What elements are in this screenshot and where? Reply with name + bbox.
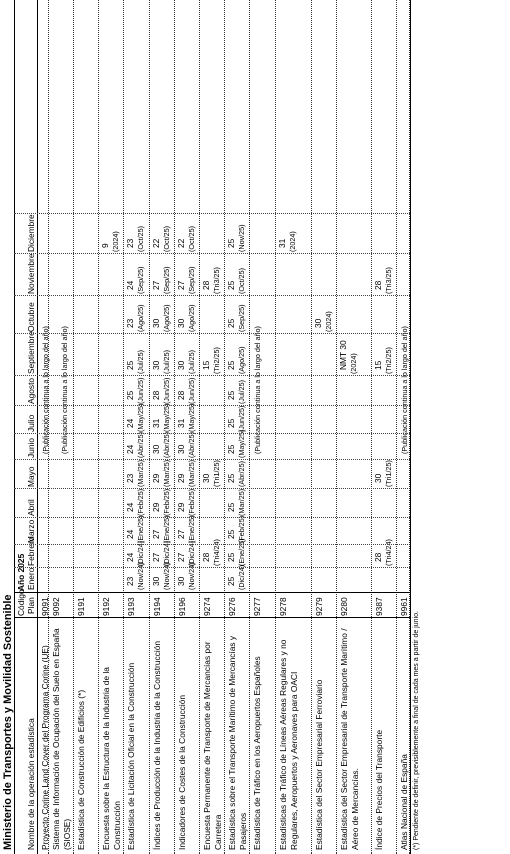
cell-period: (Ago/25) (162, 304, 171, 332)
cell-period: (Oct/25) (162, 226, 171, 252)
cell-period: (Oct/25) (136, 226, 145, 252)
row-code: 9192 (101, 597, 111, 616)
row-name: Proyecto Corine Land Cover del Programa Corine (UE) (40, 645, 50, 850)
row-divider (396, 0, 397, 854)
cell-period: (Nov/24) (187, 562, 196, 590)
cell-period: (Jun/25) (237, 405, 246, 432)
month-header: Marzo (26, 519, 36, 543)
cell-day: 23 (125, 318, 135, 328)
cell-period: (Abr/25) (162, 432, 171, 458)
header-name-col: Nombre de la operación estadística (26, 718, 36, 850)
cell-period: (Nov/24) (136, 562, 145, 590)
cell-period: (2024) (324, 311, 333, 332)
cell-day: 24 (125, 502, 135, 512)
row-name: Estadística de Licitación Oficial en la Construcción (126, 662, 136, 850)
month-header: Octubre (26, 302, 36, 332)
cell-day: 24 (125, 444, 135, 454)
row-divider (336, 0, 337, 854)
row-span-note: (Publicación continua a lo largo del año) (253, 326, 262, 454)
cell-period: (Feb/25) (136, 488, 145, 516)
cell-day: 30 (151, 576, 161, 586)
cell-day: 25 (226, 418, 236, 428)
row-divider (48, 0, 49, 854)
cell-period: (Feb/25) (237, 515, 246, 543)
rule-line (14, 0, 15, 854)
row-divider (275, 0, 276, 854)
row-code: 9280 (339, 597, 349, 616)
row-name: Encuesta Permanente de Transporte de Mercancías por Carretera (202, 641, 223, 850)
cell-period: (Dic/24) (187, 540, 196, 566)
cell-period: (May/25) (187, 403, 196, 432)
cell-period: (2024) (288, 231, 297, 252)
cell-day: 25 (226, 473, 236, 483)
row-name: Estadística de Construcción de Edificios (*) (76, 689, 86, 850)
cell-day: 27 (176, 280, 186, 290)
cell-day: 24 (125, 418, 135, 428)
row-name: Sistema de Información de Ocupación del Suelo en España (SIOSE) (51, 628, 72, 850)
cell-period: (Abr/25) (237, 461, 246, 487)
row-code: 9387 (374, 597, 384, 616)
cell-day: 23 (125, 473, 135, 483)
cell-day: 30 (176, 444, 186, 454)
row-code: 9092 (51, 597, 61, 616)
rule-line (37, 0, 38, 854)
row-code: 9278 (278, 597, 288, 616)
cell-day: 27 (176, 552, 186, 562)
column-divider (14, 375, 410, 376)
cell-day: 28 (201, 552, 211, 562)
cell-day: 30 (201, 473, 211, 483)
row-code: 9277 (252, 597, 262, 616)
cell-day: 28 (373, 552, 383, 562)
cell-period: (Tri3/25) (212, 267, 221, 294)
header-plan: Plan (26, 597, 36, 614)
cell-day: 25 (226, 529, 236, 539)
cell-day: 24 (125, 529, 135, 539)
cell-period: (2024) (111, 231, 120, 252)
cell-period: (Dic/24) (136, 540, 145, 566)
cell-day: 25 (226, 502, 236, 512)
cell-day: 28 (176, 390, 186, 400)
cell-period: (Tri4/24) (384, 539, 393, 566)
row-span-note: (Publicación continua a lo largo del año) (41, 326, 50, 454)
row-name: Estadística sobre el Transporte Marítimo de Mercancías y Pasajeros (227, 635, 248, 850)
row-code: 9091 (40, 597, 50, 616)
column-divider (14, 544, 410, 545)
cell-day: 15 (201, 360, 211, 370)
column-divider (14, 459, 410, 460)
cell-period: (Feb/25) (162, 488, 171, 516)
row-code: 9279 (314, 597, 324, 616)
cell-period: (Jun/25) (162, 377, 171, 404)
cell-period: (2024) (349, 353, 358, 374)
cell-period: (Sep/25) (162, 266, 171, 294)
row-name: Encuesta sobre la Estructura de la Industria de la Construcción (101, 667, 122, 850)
header-year: Año 2025 (16, 553, 26, 591)
cell-period: (Tri2/25) (212, 347, 221, 374)
cell-day: 30 (176, 576, 186, 586)
cell-day: 31 (176, 418, 186, 428)
cell-day: 28 (201, 280, 211, 290)
cell-day: 27 (176, 529, 186, 539)
cell-period: (Dic/24) (237, 564, 246, 590)
month-header: Febrero (26, 536, 36, 566)
column-divider (14, 253, 410, 254)
row-name: Estadísticas de Tráfico de Líneas Aéreas Regulares y no Regulares, Aeropuertos y Aeronaves para OACI (278, 639, 299, 850)
cell-day: 30 (151, 444, 161, 454)
cell-period: (Jul/25) (187, 350, 196, 374)
cell-period: (Tri4/24) (212, 539, 221, 566)
cell-period: (Ene/25) (136, 515, 145, 543)
cell-day: 25 (226, 576, 236, 586)
column-divider (14, 295, 410, 296)
row-divider (199, 0, 200, 854)
row-divider (73, 0, 74, 854)
row-divider (98, 0, 99, 854)
cell-period: (Jun/25) (136, 377, 145, 404)
cell-day: 31 (277, 238, 287, 248)
month-header: Agosto (26, 377, 36, 404)
cell-day: 25 (226, 280, 236, 290)
row-divider (149, 0, 150, 854)
cell-period: (Mar/25) (187, 459, 196, 487)
column-divider (14, 405, 410, 406)
cell-day: 25 (125, 390, 135, 400)
cell-period: (Jul/25) (237, 380, 246, 404)
cell-period: (Mar/25) (162, 459, 171, 487)
footnote: (*) Pendiente de definir, previsiblemente a final de cada mes a partir de junio. (413, 611, 420, 850)
cell-period: (Ago/25) (237, 346, 246, 374)
cell-period: (Tri1/25) (212, 460, 221, 487)
cell-day: 25 (226, 444, 236, 454)
cell-day: NMT 30 (338, 340, 348, 370)
row-code: 9276 (227, 597, 237, 616)
cell-period: (Tri2/25) (384, 347, 393, 374)
cell-day: 29 (176, 502, 186, 512)
cell-period: (May/25) (237, 429, 246, 458)
cell-day: 29 (151, 473, 161, 483)
row-name: Estadística del Sector Empresarial de Transporte Marítimo / Aéreo de Mercancías. (339, 628, 360, 850)
cell-day: 27 (151, 552, 161, 562)
cell-period: (Mar/25) (237, 488, 246, 516)
row-code: 9274 (202, 597, 212, 616)
cell-period: (Ago/25) (136, 304, 145, 332)
cell-day: 25 (226, 238, 236, 248)
month-header: Junio (26, 437, 36, 458)
cell-period: (Oct/25) (187, 226, 196, 252)
cell-day: 30 (176, 318, 186, 328)
cell-period: (May/25) (162, 403, 171, 432)
column-divider (14, 333, 410, 334)
cell-day: 15 (373, 360, 383, 370)
cell-day: 28 (373, 280, 383, 290)
cell-period: (Mar/25) (136, 459, 145, 487)
cell-period: (May/25) (136, 403, 145, 432)
row-name: Índices de Producción de la Industria de la Construcción (152, 640, 162, 850)
cell-period: (Oct/25) (237, 268, 246, 294)
cell-day: 25 (226, 318, 236, 328)
cell-period: (Nov/25) (237, 224, 246, 252)
cell-day: 25 (125, 360, 135, 370)
column-divider (14, 213, 410, 214)
row-name: Índice de Precios del Transporte (374, 729, 384, 850)
cell-day: 30 (373, 473, 383, 483)
row-code: 9194 (152, 597, 162, 616)
row-code: 9196 (177, 597, 187, 616)
cell-period: (Feb/25) (187, 488, 196, 516)
cell-period: (Tri3/25) (384, 267, 393, 294)
cell-day: 30 (313, 318, 323, 328)
row-span-note: (Publicación continua a lo largo del año) (400, 326, 409, 454)
row-span-note: (Publicación continua a lo largo del año) (60, 326, 69, 454)
month-header: Diciembre (26, 214, 36, 252)
cell-day: 23 (125, 238, 135, 248)
month-header: Mayo (26, 466, 36, 487)
cell-day: 29 (151, 502, 161, 512)
row-divider (311, 0, 312, 854)
cell-day: 24 (125, 280, 135, 290)
column-divider (14, 517, 410, 518)
cell-day: 31 (151, 418, 161, 428)
page-title: Ministerio de Transportes y Movilidad Sostenible (2, 594, 14, 850)
row-divider (224, 0, 225, 854)
row-divider (123, 0, 124, 854)
cell-period: (Nov/24) (162, 562, 171, 590)
cell-period: (Jun/25) (187, 377, 196, 404)
row-name: Atlas Nacional de España (399, 754, 409, 850)
cell-day: 30 (176, 360, 186, 370)
header-code: Código (16, 589, 26, 616)
row-code: 9193 (126, 597, 136, 616)
cell-period: (Dic/24) (162, 540, 171, 566)
cell-period: (Jul/25) (162, 350, 171, 374)
month-header: Julio (26, 414, 36, 432)
row-code: 9191 (76, 597, 86, 616)
column-divider (14, 567, 410, 568)
row-divider (249, 0, 250, 854)
cell-period: (Abr/25) (136, 432, 145, 458)
cell-day: 30 (151, 318, 161, 328)
cell-day: 22 (151, 238, 161, 248)
row-code: 9961 (399, 597, 409, 616)
cell-day: 9 (100, 243, 110, 248)
cell-day: 24 (125, 552, 135, 562)
column-divider (14, 433, 410, 434)
cell-day: 29 (176, 473, 186, 483)
rule-line (410, 0, 411, 854)
month-header: Abril (26, 499, 36, 516)
row-name: Indicadores de Costes de la Construcción (177, 694, 187, 850)
cell-day: 23 (125, 576, 135, 586)
cell-period: (Tri1/25) (384, 460, 393, 487)
cell-day: 30 (151, 360, 161, 370)
cell-day: 27 (151, 529, 161, 539)
cell-period: (Ene/25) (187, 515, 196, 543)
row-name: Estadística del Sector Empresarial Ferroviario (314, 679, 324, 850)
row-divider (371, 0, 372, 854)
month-header: Enero (26, 567, 36, 590)
column-divider (14, 592, 410, 593)
cell-day: 22 (176, 238, 186, 248)
row-divider (174, 0, 175, 854)
cell-day: 27 (151, 280, 161, 290)
month-header: Noviembre (26, 253, 36, 294)
month-header: Septiembre (26, 331, 36, 374)
cell-day: 25 (226, 552, 236, 562)
row-name: Estadística de Tráfico en los Aeropuertos Españoles (252, 656, 262, 850)
column-divider (14, 617, 410, 618)
cell-period: (Abr/25) (187, 432, 196, 458)
cell-period: (Ene/25) (237, 538, 246, 566)
cell-period: (Sep/25) (237, 304, 246, 332)
cell-period: (Ago/25) (187, 304, 196, 332)
cell-day: 25 (226, 390, 236, 400)
cell-period: (Ene/25) (162, 515, 171, 543)
cell-period: (Jul/25) (136, 350, 145, 374)
cell-day: 25 (226, 360, 236, 370)
cell-day: 28 (151, 390, 161, 400)
column-divider (14, 488, 410, 489)
cell-period: (Sep/25) (136, 266, 145, 294)
cell-period: (Sep/25) (187, 266, 196, 294)
